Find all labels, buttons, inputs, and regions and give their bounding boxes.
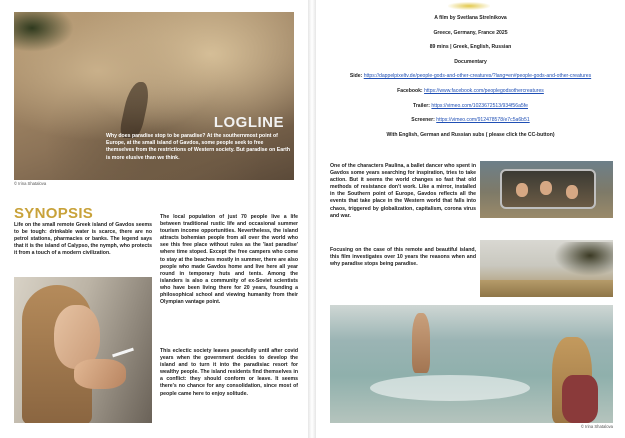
- facebook-label: Facebook:: [397, 87, 423, 94]
- synopsis-paragraph-3: This eclectic society leaves peacefully until after covid years when the government decides to develop the island and to turn it into the paradisiac resort for wealthy people. The island residents find themselves in a conflict: they should conform or leave. It seems there's no chance for any consolidation, since most of people came here to enjoy solitude.: [160, 348, 298, 397]
- page-spine: [308, 0, 316, 438]
- side-link[interactable]: https://dappelpixeltv.de/people-gods-and-other-creatures/?lang=en#people-gods-and-other-creatures: [363, 73, 592, 80]
- synopsis-paragraph-1: Life on the small remote Greek island of Gavdos seems to be tough: drinkable water is scarce, there are no petrol stations, pharmacies or banks. The legend says that it is the island of Calypso, the nymph, who protects it from a touch of a modern civilization.: [14, 222, 152, 257]
- logline-title: LOGLINE: [213, 114, 284, 131]
- passenger-face: [516, 183, 528, 197]
- countries-credit: Greece, Germany, France 2025: [433, 29, 508, 36]
- facebook-credit: [316, 88, 625, 94]
- car-passengers-image: [480, 161, 613, 218]
- sea-photo-credit: © Irina Shatalova: [580, 424, 613, 429]
- hero-photo-credit: © Irina Shatalova: [14, 181, 47, 186]
- tree-silhouette: [554, 242, 613, 276]
- trailer-label: Trailer:: [413, 102, 430, 109]
- plant-shadow: [14, 12, 74, 52]
- runtime-credit: 89 mins | Greek, English, Russian: [429, 44, 512, 51]
- film-credits: [316, 15, 625, 146]
- director-credit: A film by Svetlana Strelnikova: [434, 15, 507, 21]
- sea-swimmers-image: [330, 305, 613, 423]
- subs-note: With English, German and Russian subs ( please click the CC-button): [386, 131, 555, 138]
- portrait-smoking-image: [14, 277, 152, 423]
- sand-dunes: [480, 280, 613, 297]
- swimmer-figure: [412, 313, 430, 373]
- brochure-left-page: [0, 0, 308, 438]
- synopsis-title: SYNOPSIS: [14, 205, 94, 222]
- wave-foam: [370, 375, 530, 401]
- side-credit: [316, 73, 625, 79]
- passenger-face: [566, 185, 578, 199]
- side-label: Side:: [349, 73, 363, 80]
- screener-credit: [316, 117, 625, 123]
- story-paragraph-2: Focusing on the case of this remote and beautiful island, this film investigates over 10 years the reasons when and why paradise stops being paradise.: [330, 247, 476, 268]
- person-shadow: [118, 82, 152, 138]
- genre-credit: Documentary: [454, 58, 487, 65]
- screener-label: Screener:: [411, 117, 435, 124]
- passenger-face: [540, 181, 552, 195]
- beach-landscape-image: [480, 240, 613, 297]
- woman-figure: [562, 375, 598, 423]
- logline-text: Why does paradise stop to be paradise? At the southernmost point of Europe, at the small island of Gavdos, some people seek to free themselves from the restrictions of Western society. But paradise on Earth is more elusive than we think.: [106, 133, 291, 161]
- portrait-hand: [74, 359, 126, 389]
- cigarette: [112, 348, 134, 358]
- film-logo-icon: [448, 2, 490, 10]
- screener-link[interactable]: https://vimeo.com/912478578/e7c5a6b51: [436, 117, 530, 124]
- trailer-link[interactable]: https://vimeo.com/1023672513/934f56a5fe: [431, 102, 528, 109]
- synopsis-paragraph-2: The local population of just 70 people live a life between traditional rustic life and occasional summer tourism income opportunities. Nevertheless, the island attracts bohemian people from all over the world who see this free place without rules as the 'last paradise' where time stoped. Except the free campers who come to stay at the beaches mostly in summer, there are also people who made Gavdos home and live here all year round in temporary huts and tents. Among the islanders is also a community of ex-Soviet scientists who have been living there for 20 years, founding a philosophical school and viewing humanity from their Olympian vantage point.: [160, 214, 298, 306]
- logline-hero-image: [14, 12, 294, 180]
- story-paragraph-1: One of the characters Paulina, a ballet dancer who spent in Gavdos some years searching for inspiration, tries to take action. But it seems the world changes so fast that old methods of resistance don't work. Like a mirror, installed in the Southern point of Europe, Gavdos reflects all the events that take place in the Western world that falls into chaos, triggered by globalization, capitalism, corona virus and war.: [330, 163, 476, 219]
- brochure-right-page: [316, 0, 625, 438]
- trailer-credit: [316, 103, 625, 109]
- facebook-link[interactable]: https://www.facebook.com/peoplegodsothercreatures: [424, 87, 544, 94]
